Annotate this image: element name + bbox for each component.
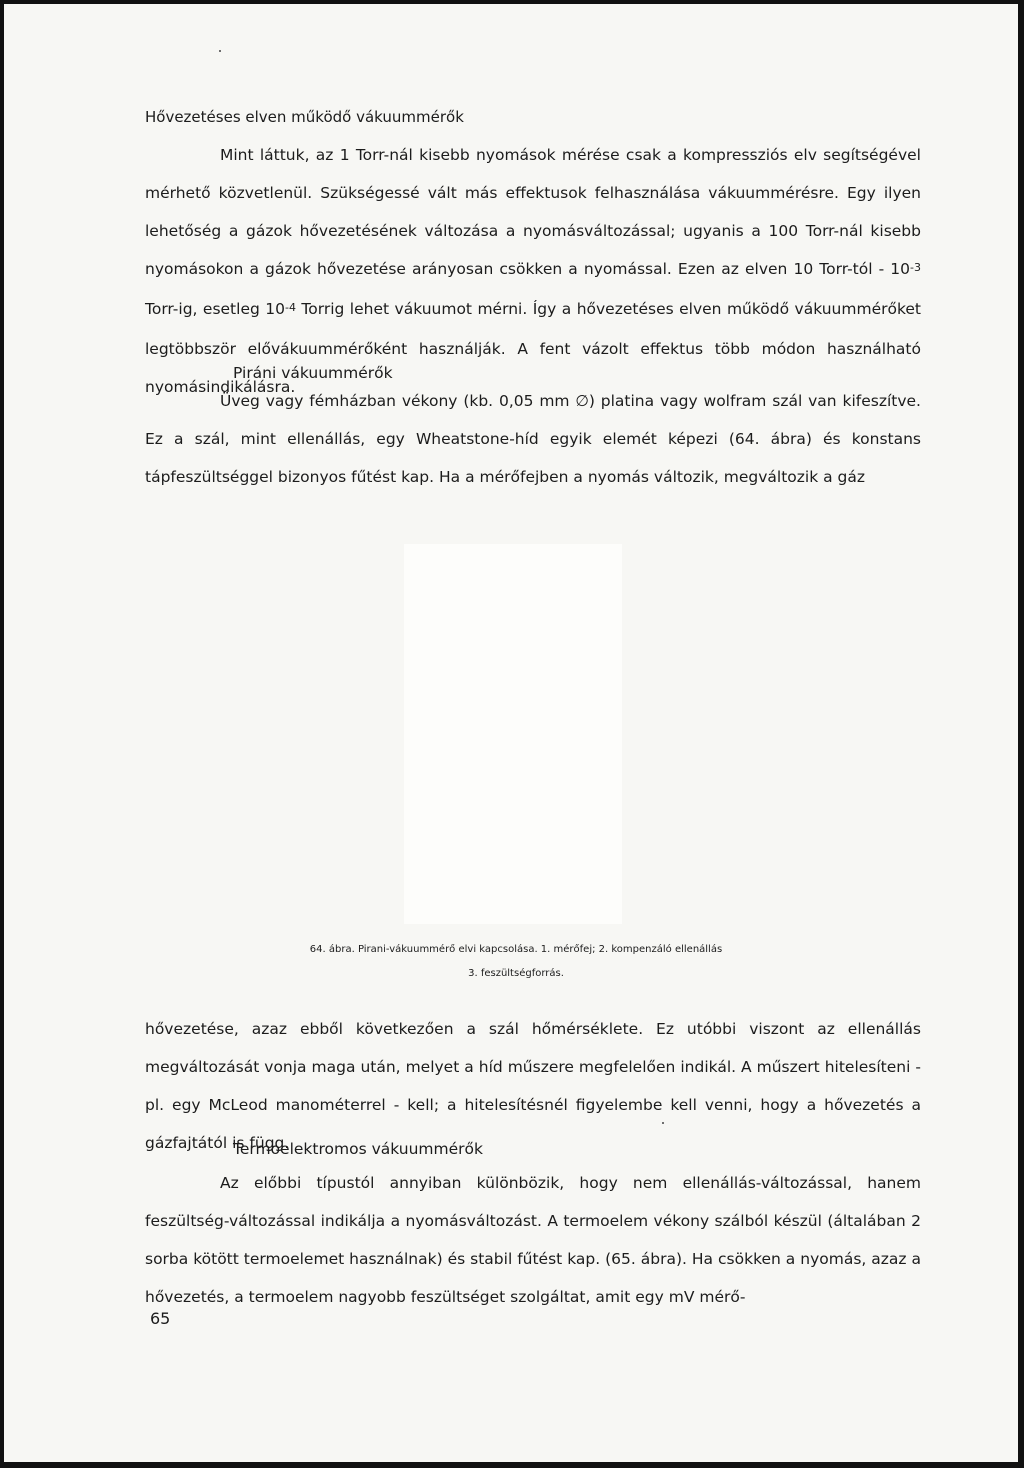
scan-speck (219, 50, 221, 52)
paragraph-continued: hővezetése, azaz ebből következően a szál hőmérséklete. Ez utóbbi viszont az ellenállás megváltozását vonja maga után, melyet a híd műszere megfelelően indikál. A műszert hitelesíteni - pl. egy McLeod manométerrel - kell; a hitelesítésnél figyelembe kell venni, hogy a hővezetés a gázfajtától is függ. (145, 1020, 921, 1152)
document-page (4, 4, 1018, 1462)
paragraph-pirani: Üveg vagy fémházban vékony (kb. 0,05 mm ∅) platina vagy wolfram szál van kifeszítve. Ez a szál, mint ellenállás, egy Wheatstone-híd egyik elemét képezi (64. ábra) és konstans tápfeszültséggel bizonyos fűtést kap. Ha a mérőfejben a nyomás változik, megváltozik a gáz (145, 392, 921, 486)
section-heading-pirani: Piráni vákuummérők (233, 364, 393, 382)
scan-speck (662, 1122, 664, 1124)
exponent-minus-3: -3 (910, 261, 921, 274)
paragraph-text: Mint láttuk, az 1 Torr-nál kisebb nyomások mérése csak a kompressziós elv segítségével mérhető közvetlenül. Szükségessé vált más effektusok felhasználása vákuummérésre. Egy ilyen lehetőség a gázok hővezetésének változása a nyomásváltozással; ugyanis a 100 Torr-nál kisebb nyomásokon a gázok hővezetése arányosan csökken a nyomással. Ezen az elven 10 Torr-tól - 10 (145, 146, 921, 278)
section-heading-thermal-conduction: Hővezetéses elven működő vákuummérők (145, 108, 464, 126)
exponent-minus-4: -4 (285, 301, 296, 314)
figure-64-placeholder (404, 544, 622, 924)
page-number: 65 (150, 1309, 171, 1328)
section-heading-thermoelectric: Termoelektromos vákuummérők (233, 1140, 483, 1158)
paragraph-text: Torrig lehet vákuumot mérni. Így a hővezetéses elven működő vákuummérőket legtöbbször elővákuummérőként használják. A fent vázolt effektus több módon használható nyomásindikálásra. (145, 300, 921, 396)
paragraph-thermoelectric: Az előbbi típustól annyiban különbözik, hogy nem ellenállás-változással, hanem feszültség-változással indikálja a nyomásváltozást. A termoelem vékony szálból készül (általában 2 sorba kötött termoelemet használnak) és stabil fűtést kap. (65. ábra). Ha csökken a nyomás, azaz a hővezetés, a termoelem nagyobb feszültséget szolgáltat, amit egy mV mérő- (145, 1174, 921, 1306)
paragraph-text: Torr-ig, esetleg 10 (145, 300, 285, 318)
figure-caption-line-1: 64. ábra. Pirani-vákuummérő elvi kapcsolása. 1. mérőfej; 2. kompenzáló ellenállás (309, 944, 723, 955)
figure-caption-line-2: 3. feszültségforrás. (468, 968, 564, 979)
